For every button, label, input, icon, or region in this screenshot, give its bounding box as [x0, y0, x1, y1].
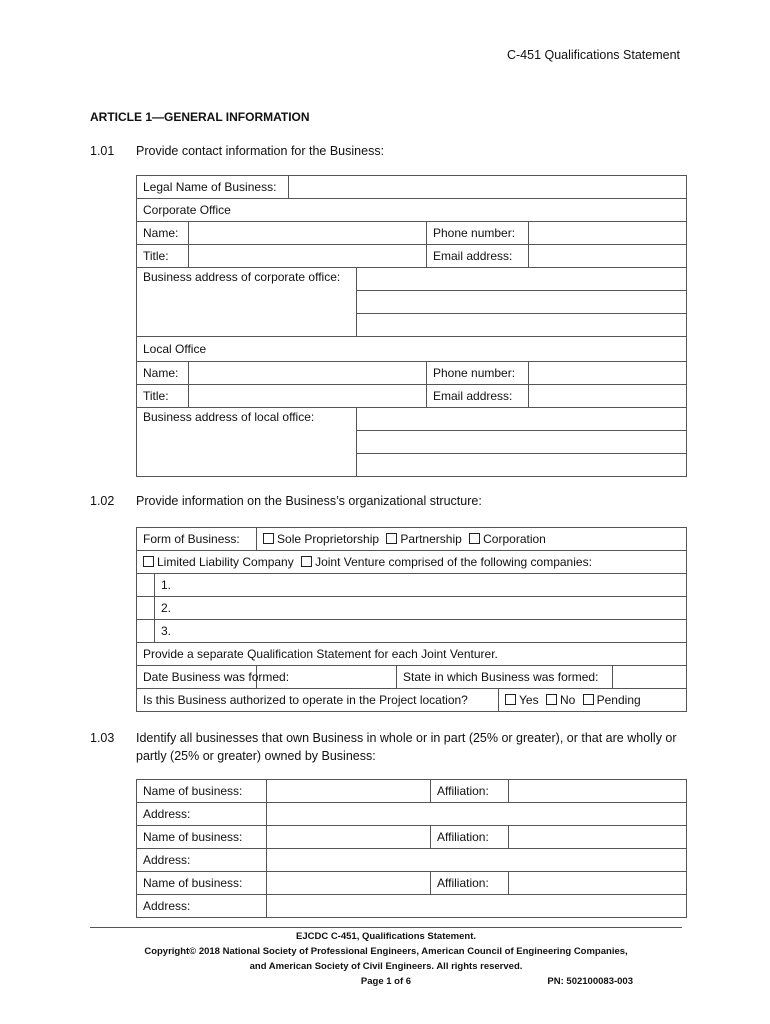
- partnership-label: Partnership: [400, 532, 462, 546]
- jv-indent: [137, 597, 155, 620]
- owner-1-affiliation-label: Affiliation:: [431, 780, 509, 803]
- owner-2-address-field[interactable]: [267, 849, 687, 872]
- legal-name-label: Legal Name of Business:: [137, 176, 289, 199]
- footer-part-number: PN: 502100083-003: [547, 976, 633, 987]
- state-formed-label: State in which Business was formed:: [397, 666, 613, 689]
- corp-address-line-2[interactable]: [357, 291, 687, 314]
- authorized-label: Is this Business authorized to operate in the Project location?: [137, 689, 499, 712]
- joint-venture-checkbox[interactable]: [301, 556, 312, 567]
- date-formed-label: Date Business was formed:: [137, 666, 257, 689]
- corporation-label: Corporation: [483, 532, 546, 546]
- owner-3-name-label: Name of business:: [137, 872, 267, 895]
- section-text-1-02: Provide information on the Business’s organizational structure:: [136, 494, 482, 508]
- corp-title-field[interactable]: [189, 245, 427, 268]
- owner-3-name-field[interactable]: [267, 872, 431, 895]
- owner-1-name-field[interactable]: [267, 780, 431, 803]
- local-title-field[interactable]: [189, 385, 427, 408]
- corp-name-label: Name:: [137, 222, 189, 245]
- owner-2-affiliation-field[interactable]: [509, 826, 687, 849]
- local-address-line-2[interactable]: [357, 431, 687, 454]
- jv-company-1[interactable]: 1.: [155, 574, 687, 597]
- local-phone-label: Phone number:: [427, 362, 529, 385]
- llc-label: Limited Liability Company: [157, 555, 294, 569]
- article-heading: ARTICLE 1—GENERAL INFORMATION: [90, 110, 310, 124]
- contact-info-table: [136, 175, 687, 477]
- joint-venture-label: Joint Venture comprised of the following companies:: [315, 555, 592, 569]
- pending-checkbox[interactable]: [583, 694, 594, 705]
- no-label: No: [559, 693, 576, 707]
- section-number-1-01: 1.01: [90, 144, 115, 158]
- section-text-1-03: Identify all businesses that own Business in whole or in part (25% or greater), or that are wholly or partly (25% or greater) owned by Business:: [136, 731, 677, 763]
- footer-line-1: EJCDC C-451, Qualifications Statement.: [295, 931, 477, 942]
- corp-email-field[interactable]: [529, 245, 687, 268]
- section-number-1-03: 1.03: [90, 731, 115, 745]
- corp-email-label: Email address:: [427, 245, 529, 268]
- owner-1-name-label: Name of business:: [137, 780, 267, 803]
- yes-checkbox[interactable]: [505, 694, 516, 705]
- legal-name-field[interactable]: [289, 176, 687, 199]
- form-of-business-options: [257, 528, 687, 551]
- corp-phone-label: Phone number:: [427, 222, 529, 245]
- corp-name-field[interactable]: [189, 222, 427, 245]
- llc-checkbox[interactable]: [143, 556, 154, 567]
- local-email-label: Email address:: [427, 385, 529, 408]
- authorized-options: [499, 689, 687, 712]
- local-email-field[interactable]: [529, 385, 687, 408]
- owner-2-address-label: Address:: [137, 849, 267, 872]
- local-phone-field[interactable]: [529, 362, 687, 385]
- footer-page-number: Page 1 of 6: [360, 976, 412, 987]
- owner-2-name-label: Name of business:: [137, 826, 267, 849]
- owner-1-address-label: Address:: [137, 803, 267, 826]
- local-name-label: Name:: [137, 362, 189, 385]
- llc-jv-options: [137, 551, 687, 574]
- corporate-office-heading: Corporate Office: [137, 199, 687, 222]
- pending-label: Pending: [596, 693, 641, 707]
- form-of-business-label: Form of Business:: [137, 528, 257, 551]
- ownership-table: [136, 779, 687, 918]
- footer-line-2: Copyright© 2018 National Society of Professional Engineers, American Council of Engineering Companies,: [144, 946, 628, 957]
- local-office-heading: Local Office: [137, 337, 687, 362]
- corp-address-label: Business address of corporate office:: [137, 268, 357, 337]
- section-text-1-01: Provide contact information for the Business:: [136, 144, 385, 158]
- local-title-label: Title:: [137, 385, 189, 408]
- owner-3-affiliation-field[interactable]: [509, 872, 687, 895]
- local-name-field[interactable]: [189, 362, 427, 385]
- owner-2-affiliation-label: Affiliation:: [431, 826, 509, 849]
- jv-indent: [137, 620, 155, 643]
- jv-company-3[interactable]: 3.: [155, 620, 687, 643]
- local-address-line-3[interactable]: [357, 454, 687, 477]
- owner-3-address-label: Address:: [137, 895, 267, 918]
- corp-phone-field[interactable]: [529, 222, 687, 245]
- corp-title-label: Title:: [137, 245, 189, 268]
- jv-company-2[interactable]: 2.: [155, 597, 687, 620]
- owner-1-address-field[interactable]: [267, 803, 687, 826]
- owner-3-affiliation-label: Affiliation:: [431, 872, 509, 895]
- footer-line-3: and American Society of Civil Engineers. All rights reserved.: [249, 961, 523, 972]
- owner-2-name-field[interactable]: [267, 826, 431, 849]
- yes-label: Yes: [519, 693, 539, 707]
- jv-indent: [137, 574, 155, 597]
- owner-1-affiliation-field[interactable]: [509, 780, 687, 803]
- jv-note: Provide a separate Qualification Statement for each Joint Venturer.: [137, 643, 687, 666]
- local-address-line-1[interactable]: [357, 408, 687, 431]
- sole-proprietorship-checkbox[interactable]: [263, 533, 274, 544]
- corporation-checkbox[interactable]: [469, 533, 480, 544]
- footer-divider: [90, 927, 682, 928]
- section-number-1-02: 1.02: [90, 494, 115, 508]
- corp-address-line-1[interactable]: [357, 268, 687, 291]
- local-address-label: Business address of local office:: [137, 408, 357, 477]
- partnership-checkbox[interactable]: [386, 533, 397, 544]
- owner-3-address-field[interactable]: [267, 895, 687, 918]
- org-structure-table: [136, 527, 687, 712]
- document-title: C-451 Qualifications Statement: [506, 48, 680, 62]
- no-checkbox[interactable]: [546, 694, 557, 705]
- state-formed-field[interactable]: [613, 666, 687, 689]
- sole-proprietorship-label: Sole Proprietorship: [277, 532, 380, 546]
- corp-address-line-3[interactable]: [357, 314, 687, 337]
